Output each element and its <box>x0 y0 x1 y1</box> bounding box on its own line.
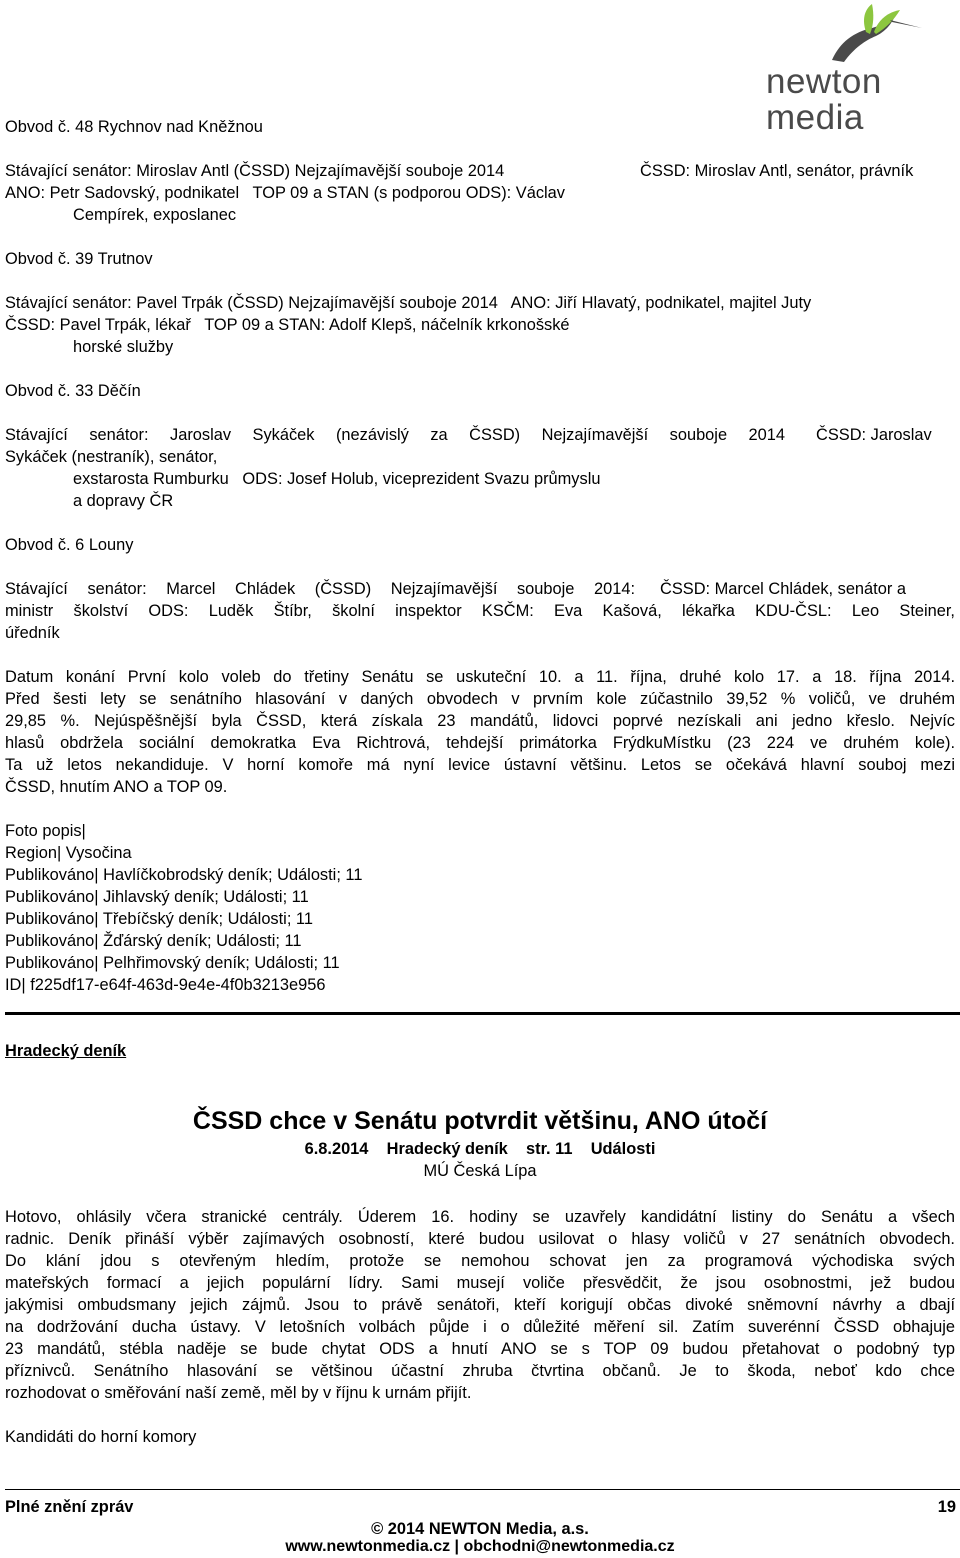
article-body-line: na dodržování ducha ústavy. V letošních volbách půjde i o důležité měření sil. Zatím suverénní ČSSD obhajuje <box>5 1318 955 1336</box>
text-line: ministr školství ODS: Luděk Štíbr, školní inspektor KSČM: Eva Kašová, lékařka KDU-ČSL: Leo Steiner, <box>5 602 955 620</box>
meta-line: ID| f225df17-e64f-463d-9e4e-4f0b3213e956 <box>5 976 326 994</box>
text-line: ČSSD: Marcel Chládek, senátor a <box>660 580 906 598</box>
meta-line: Foto popis| <box>5 822 86 840</box>
paragraph-line: ČSSD, hnutím ANO a TOP 09. <box>5 778 228 796</box>
text-line: Cempírek, exposlanec <box>73 206 237 224</box>
meta-line: Publikováno| Žďárský deník; Události; 11 <box>5 932 302 950</box>
logo-text: newton media <box>766 62 882 137</box>
meta-line: Publikováno| Havlíčkobrodský deník; Události; 11 <box>5 866 363 884</box>
article-body-line: jakýmisi ombudsmany jejich zájmů. Jsou to právě senátoři, kteří korigují občas divoké sněmovní návrhy a dbají <box>5 1296 955 1314</box>
district-heading: Obvod č. 39 Trutnov <box>5 250 153 268</box>
article-body-line: radnic. Deník přináší výběr zajímavých osobností, které budou usilovat o hlasy voličů v 27 senátních obvodech. <box>5 1230 955 1248</box>
footer-left: Plné znění zpráv <box>5 1498 134 1516</box>
article-org: MÚ Česká Lípa <box>423 1162 537 1180</box>
text-line: Stávající senátor: Jaroslav Sykáček (nezávislý za ČSSD) Nejzajímavější souboje 2014 <box>5 426 785 444</box>
paragraph-line: Ta už letos nekandiduje. V horní komoře má nyní levice ústavní většinu. Letos se očekává hlavní souboj mezi <box>5 756 955 774</box>
district-heading: Obvod č. 48 Rychnov nad Kněžnou <box>5 118 263 136</box>
footer-links[interactable]: www.newtonmedia.cz | obchodni@newtonmedia.cz <box>285 1538 675 1555</box>
footer-divider <box>5 1489 960 1490</box>
article-body-line: mateřských formací a jejich populární lídry. Sami musejí voliče přesvědčit, že jsou osobnostmi, jež budou <box>5 1274 955 1292</box>
paragraph-line: hlasů obdržela sociální demokratka Eva Richtrová, tehdejší primátorka FrýdkuMístku (23 224 ve druhém kole). <box>5 734 955 752</box>
article-body-line: příznivců. Senátního hlasování se většinou účastní zhruba čtvrtina občanů. Je to škoda, neboť kdo chce <box>5 1362 955 1380</box>
text-line: ANO: Petr Sadovský, podnikatel TOP 09 a STAN (s podporou ODS): Václav <box>5 184 565 202</box>
article-subhead: Kandidáti do horní komory <box>5 1428 197 1446</box>
article-body-line: Hotovo, ohlásily včera stranické centrály. Úderem 16. hodiny se uzavřely kandidátní listiny do Senátu a všech <box>5 1208 955 1226</box>
article-meta: 6.8.2014 Hradecký deník str. 11 Události <box>304 1140 656 1158</box>
hummingbird-icon <box>762 2 958 64</box>
district-heading: Obvod č. 33 Děčín <box>5 382 141 400</box>
page-number: 19 <box>937 1498 956 1516</box>
article-body-line: 23 mandátů, stébla naděje se bude chytat ODS a hnutí ANO se s TOP 09 budou přetahovat o podobný typ <box>5 1340 955 1358</box>
text-line: Stávající senátor: Miroslav Antl (ČSSD) Nejzajímavější souboje 2014 <box>5 162 505 180</box>
text-line: exstarosta Rumburku ODS: Josef Holub, viceprezident Svazu průmyslu <box>73 470 601 488</box>
text-line: Sykáček (nestraník), senátor, <box>5 448 218 466</box>
meta-line: Publikováno| Třebíčský deník; Události; 11 <box>5 910 313 928</box>
section-divider <box>5 1012 960 1015</box>
text-line: horské služby <box>73 338 174 356</box>
text-line: Stávající senátor: Pavel Trpák (ČSSD) Nejzajímavější souboje 2014 ANO: Jiří Hlavatý, podnikatel, majitel Juty <box>5 294 812 312</box>
footer-copyright: © 2014 NEWTON Media, a.s. <box>371 1520 589 1538</box>
paragraph-line: Před šesti lety se senátního hlasování v daných obvodech v prvním kole zúčastnilo 39,52 % voličů, ve druhém <box>5 690 955 708</box>
text-line: ČSSD: Jaroslav <box>816 426 932 444</box>
article-body-line: Do klání jdou s otevřeným hledím, protože se nemohou schovat jen za programová východiska svých <box>5 1252 955 1270</box>
text-line: a dopravy ČR <box>73 492 174 510</box>
text-line: úředník <box>5 624 60 642</box>
text-line: ČSSD: Miroslav Antl, senátor, právník <box>640 162 914 180</box>
meta-line: Publikováno| Jihlavský deník; Události; 11 <box>5 888 309 906</box>
meta-line: Publikováno| Pelhřimovský deník; Události; 11 <box>5 954 340 972</box>
district-heading: Obvod č. 6 Louny <box>5 536 134 554</box>
text-line: Stávající senátor: Marcel Chládek (ČSSD) Nejzajímavější souboje 2014: <box>5 580 635 598</box>
paragraph-line: Datum konání První kolo voleb do třetiny Senátu se uskuteční 10. a 11. října, druhé kolo 17. a 18. října 2014. <box>5 668 955 686</box>
article-body-line: rozhodovat o směřování naší země, měl by v říjnu k urnám přijít. <box>5 1384 472 1402</box>
text-line: ČSSD: Pavel Trpák, lékař TOP 09 a STAN: Adolf Klepš, náčelník krkonošské <box>5 316 570 334</box>
article-title: ČSSD chce v Senátu potvrdit většinu, ANO útočí <box>192 1107 768 1135</box>
source-name: Hradecký deník <box>5 1042 127 1060</box>
paragraph-line: 29,85 %. Nejúspěšnější byla ČSSD, která získala 23 mandátů, lidovci poprvé nezískali ani jedno křeslo. Nejvíc <box>5 712 955 730</box>
meta-line: Region| Vysočina <box>5 844 132 862</box>
